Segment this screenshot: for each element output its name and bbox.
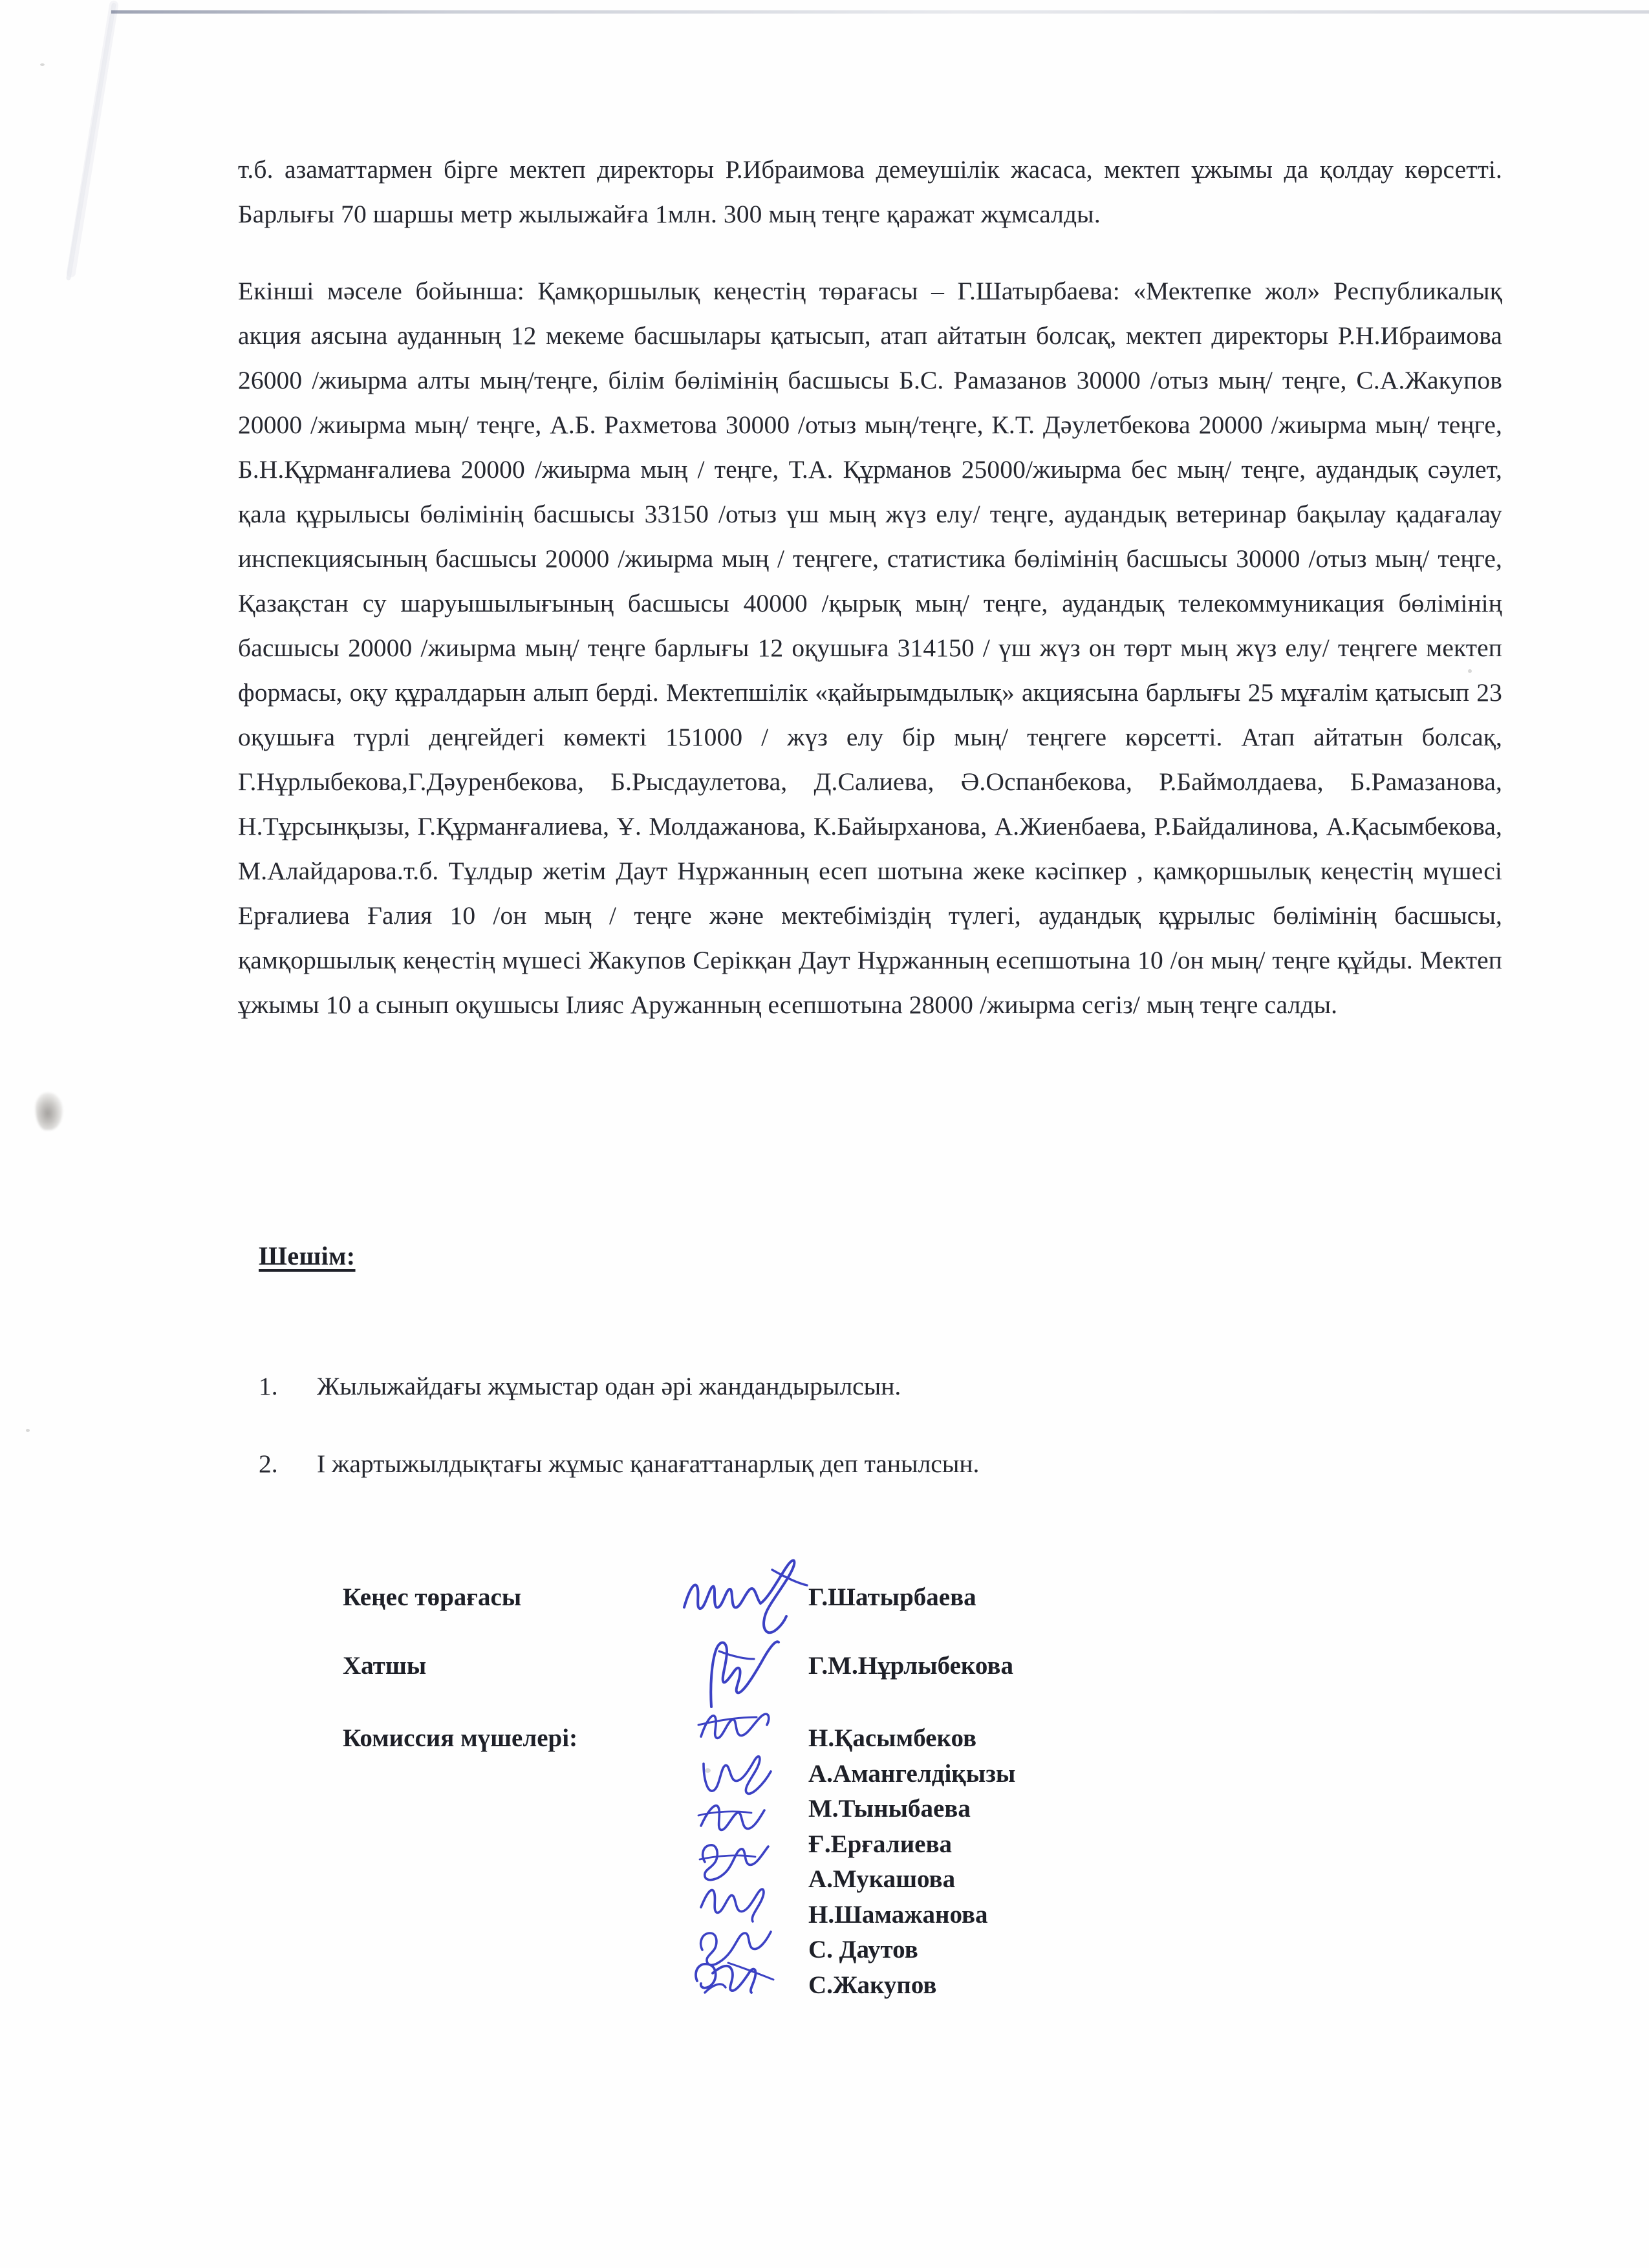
signature-row-chair: [343, 1580, 1502, 1615]
member-name: А.Амангелдіқызы: [808, 1759, 1016, 1788]
paragraph-main: Екінші мәселе бойынша: Қамқоршылық кеңестің төрағасы – Г.Шатырбаева: «Мектепке жол» Республикалық акция аясына ауданның 12 мекеме басшылары қатысып, атап айтатын болсақ, мектеп директоры Р.Н.Ибраимова 26000 /жиырма алты мың/теңге, білім бөлімінің басшысы Б.С. Рамазанов 30000 /отыз мың/ теңге, С.А.Жакупов 20000 /жиырма мың/ теңге, А.Б. Рахметова 30000 /отыз мың/теңге, К.Т. Дәулетбекова 20000 /жиырма мың/ теңге, Б.Н.Құрманғалиева 20000 /жиырма мың / теңге, Т.А. Құрманов 25000/жиырма бес мың/ теңге, аудандық сәулет, қала құрылысы бөлімінің басшысы 33150 /отыз үш мың жүз елу/ теңге, аудандық ветеринар бақылау қадағалау инспекциясының басшысы 20000 /жиырма мың / теңгеге, статистика бөлімінің басшысы 30000 /отыз мың/ теңге, Қазақстан су шаруышылығының басшысы 40000 /қырық мың/ теңге, аудандық телекоммуникация бөлімінің басшысы 20000 /жиырма мың/ теңге барлығы 12 оқушыға 314150 / үш жүз он төрт мың жүз елу/ теңгеге мектеп формасы, оқу құралдарын алып берді. Мектепшілік «қайырымдылық» акциясына барлығы 25 мұғалім қатысып 23 оқушыға түрлі деңгейдегі көмекті 151000 / жүз елу бір мың/ теңгеге көрсетті. Атап айтатын болсақ, Г.Нұрлыбекова,Г.Дәуренбекова, Б.Рысдаулетова, Д.Салиева, Ә.Оспанбекова, Р.Баймолдаева, Б.Рамазанова, Н.Тұрсынқызы, Г.Құрманғалиева, Ұ. Молдажанова, К.Байырханова, А.Жиенбаева, Р.Байдалинова, А.Қасымбекова, М.Алайдарова.т.б. Тұлдыр жетім Даут Нұржанның есеп шотына жеке кәсіпкер , қамқоршылық кеңестің мүшесі Ерғалиева Ғалия 10 /он мың / теңге және мектебіміздің түлегі, аудандық құрылыс бөлімінің басшысы, қамқоршылық кеңестің мүшесі Жакупов Серікқан Даут Нұржанның есепшотына 10 /он мың/ теңге құйды. Мектеп ұжымы 10 а сынып оқушысы Ілияс Аружанның есепшотына 28000 /жиырма сегіз/ мың теңге салды.: [238, 277, 1502, 1019]
margin-smudge-artifact: [36, 1093, 63, 1130]
handwritten-signature-icon: [695, 1625, 811, 1716]
list-item-number: 2.: [259, 1450, 278, 1478]
signature-row-secretary: [343, 1649, 1502, 1684]
list-item: [238, 1367, 1502, 1406]
member-name: С. Даутов: [808, 1936, 918, 1963]
member-name: Н.Қасымбеков: [808, 1724, 977, 1752]
commission-members-names: [808, 1721, 1015, 2003]
list-item-number: 1.: [259, 1372, 278, 1400]
paragraph-lead: т.б. азаматтармен бірге мектеп директоры Р.Ибраимова демеушілік жасаса, мектеп ұжымы да қолдау көрсетті. Барлығы 70 шаршы метр жылыжайға 1млн. 300 мың теңге қаражат жұмсалды.: [238, 155, 1502, 228]
list-item: [238, 1444, 1502, 1483]
signature-name-chair: Г.Шатырбаева: [808, 1583, 976, 1611]
dust-speck-icon: [40, 63, 45, 66]
handwritten-signature-icon: [675, 1553, 824, 1637]
commission-members-block: [343, 1721, 1502, 2003]
member-name: М.Тыныбаева: [808, 1795, 971, 1823]
commission-members-label: Комиссия мүшелері:: [343, 1724, 578, 1752]
signature-block: [343, 1580, 1502, 2003]
list-item-text: Жылыжайдағы жұмыстар одан әрі жандандырылсын.: [317, 1372, 901, 1400]
signature-role-chair: Кеңес төрағасы: [343, 1583, 522, 1611]
decision-heading: Шешім:: [259, 1241, 356, 1270]
dust-speck-icon: [26, 1429, 30, 1432]
signature-name-secretary: Г.М.Нұрлыбекова: [808, 1652, 1013, 1680]
decision-list: [238, 1367, 1502, 1483]
member-name: А.Мукашова: [808, 1865, 956, 1893]
page-fold-artifact: [0, 0, 265, 297]
signature-role-secretary: Хатшы: [343, 1652, 427, 1680]
document-body: [238, 0, 1502, 2003]
handwritten-signature-icon: [689, 1689, 812, 1993]
member-name: Н.Шамажанова: [808, 1900, 988, 1929]
member-name: Ғ.Ерғалиева: [808, 1830, 953, 1858]
list-item-text: І жартыжылдықтағы жұмыс қанағаттанарлық деп танылсын.: [317, 1450, 980, 1478]
member-name: С.Жакупов: [808, 1971, 937, 1999]
signature-mark-chair: [679, 1580, 808, 1615]
signature-mark-secretary: [679, 1649, 808, 1684]
